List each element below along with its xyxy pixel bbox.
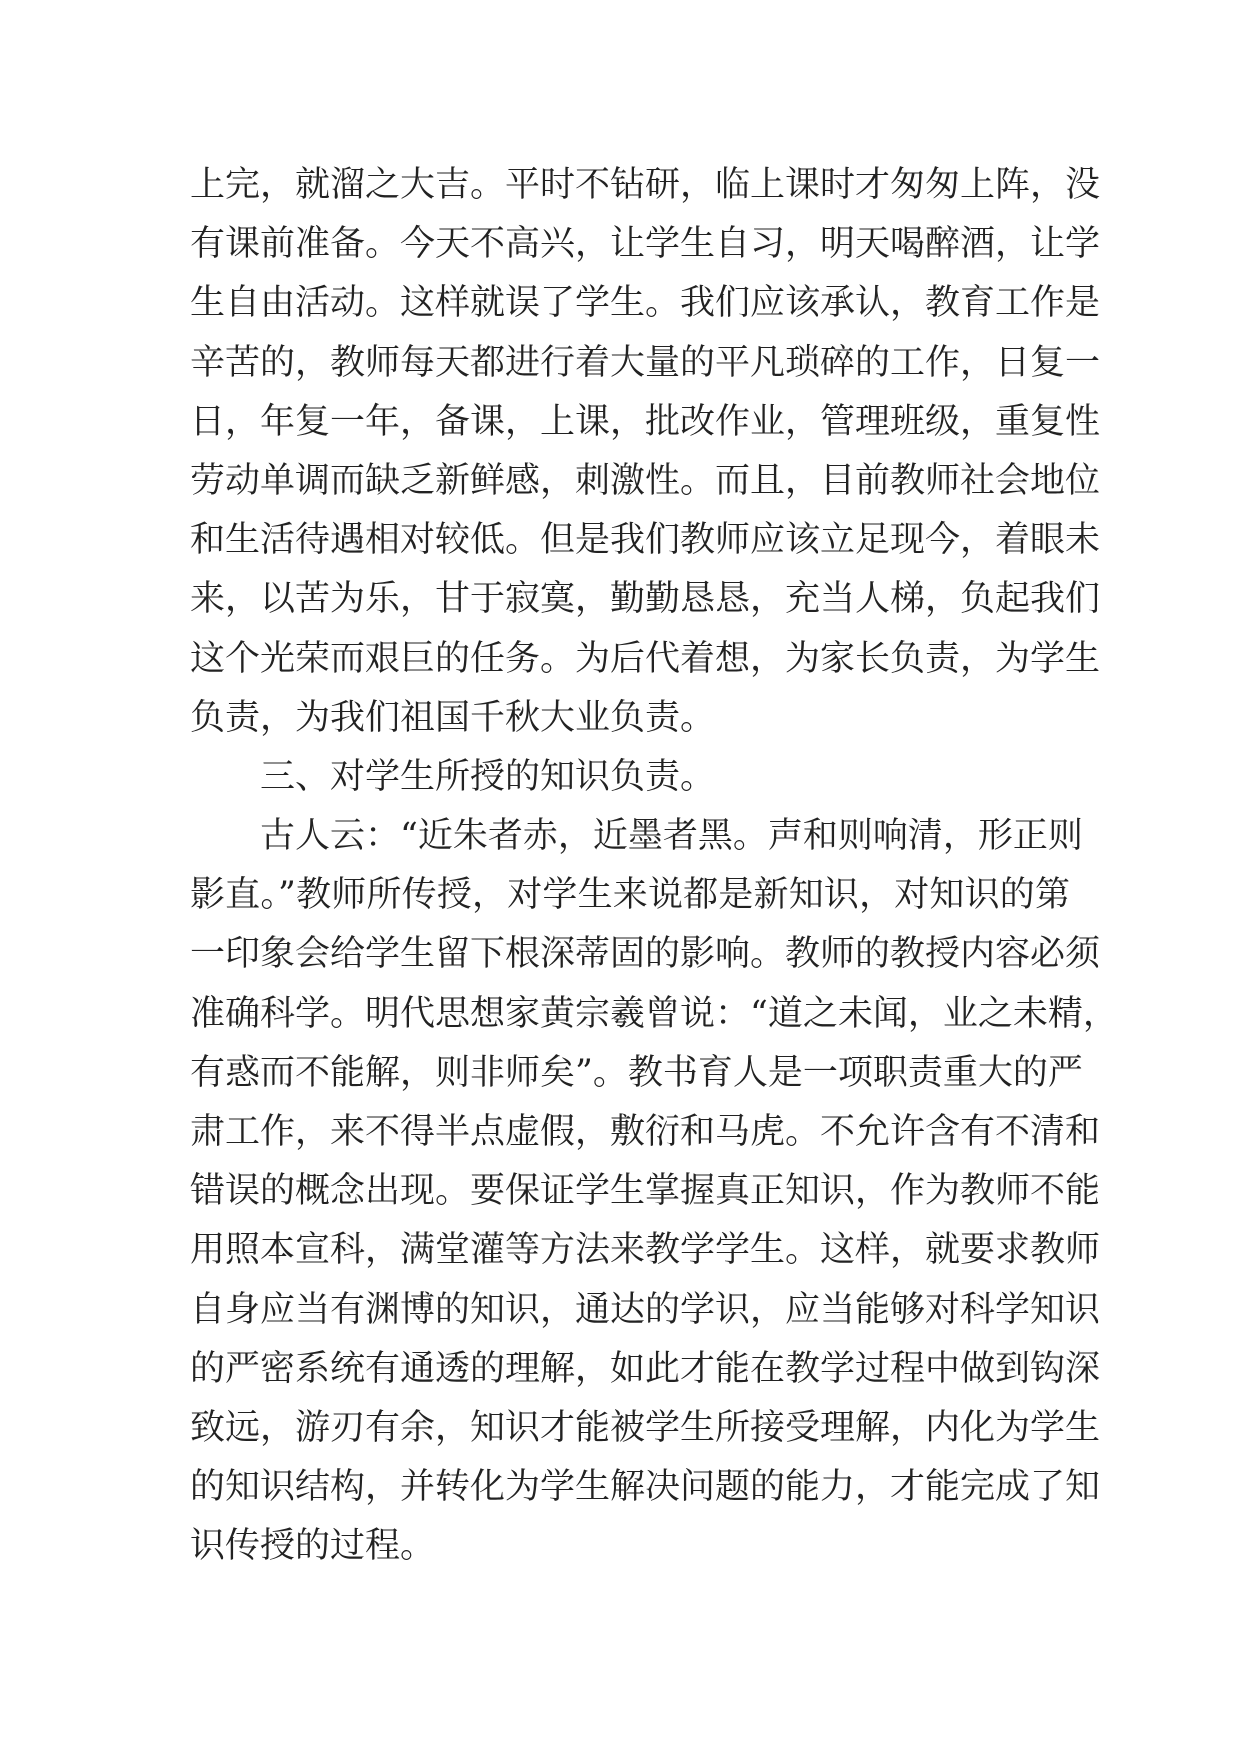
text-line: 这个光荣而艰巨的任务。为后代着想，为家长负责，为学生 — [190, 638, 1101, 679]
text-line: 错误的概念出现。要保证学生掌握真正知识，作为教师不能 — [190, 1171, 1101, 1212]
text-line: 生自由活动。这样就误了学生。我们应该承认，教育工作是 — [190, 283, 1101, 324]
text-line: 来，以苦为乐，甘于寂寞，勤勤恳恳，充当人梯，负起我们 — [190, 579, 1101, 620]
text-line: 负责，为我们祖国千秋大业负责。 — [190, 697, 716, 738]
text-line: 影直。”教师所传授，对学生来说都是新知识，对知识的第 — [190, 875, 1070, 916]
text-line: 自身应当有渊博的知识，通达的学识，应当能够对科学知识 — [190, 1289, 1101, 1330]
text-line: 准确科学。明代思想家黄宗羲曾说：“道之未闻，业之未精， — [190, 993, 1118, 1034]
text-line: 日，年复一年，备课，上课，批改作业，管理班级，重复性 — [190, 401, 1101, 442]
text-line: 有课前准备。今天不高兴，让学生自习，明天喝醉酒，让学 — [190, 224, 1101, 265]
text-line: 上完，就溜之大吉。平时不钻研，临上课时才匆匆上阵，没 — [190, 165, 1101, 205]
text-line: 辛苦的，教师每天都进行着大量的平凡琐碎的工作，日复一 — [190, 342, 1101, 383]
section-heading: 三、对学生所授的知识负责。 — [260, 756, 716, 797]
text-line: 肃工作，来不得半点虚假，敷衍和马虎。不允许含有不清和 — [190, 1112, 1101, 1152]
body-text — [190, 156, 1118, 1577]
text-line: 致远，游刃有余，知识才能被学生所接受理解，内化为学生 — [190, 1407, 1101, 1448]
text-line: 的知识结构，并转化为学生解决问题的能力，才能完成了知 — [190, 1467, 1101, 1508]
text-line: 一印象会给学生留下根深蒂固的影响。教师的教授内容必须 — [190, 934, 1101, 975]
text-line: 识传授的过程。 — [190, 1526, 436, 1567]
text-line: 的严密系统有通透的理解，如此才能在教学过程中做到钩深 — [190, 1348, 1101, 1389]
text-line: 古人云：“近朱者赤，近墨者黑。声和则响清，形正则 — [260, 816, 1083, 857]
text-line: 有惑而不能解，则非师矣”。教书育人是一项职责重大的严 — [190, 1052, 1083, 1093]
text-line: 用照本宣科，满堂灌等方法来教学学生。这样，就要求教师 — [190, 1230, 1101, 1271]
text-line: 劳动单调而缺乏新鲜感，刺激性。而且，目前教师社会地位 — [190, 460, 1101, 501]
text-line: 和生活待遇相对较低。但是我们教师应该立足现今，着眼未 — [190, 520, 1101, 561]
